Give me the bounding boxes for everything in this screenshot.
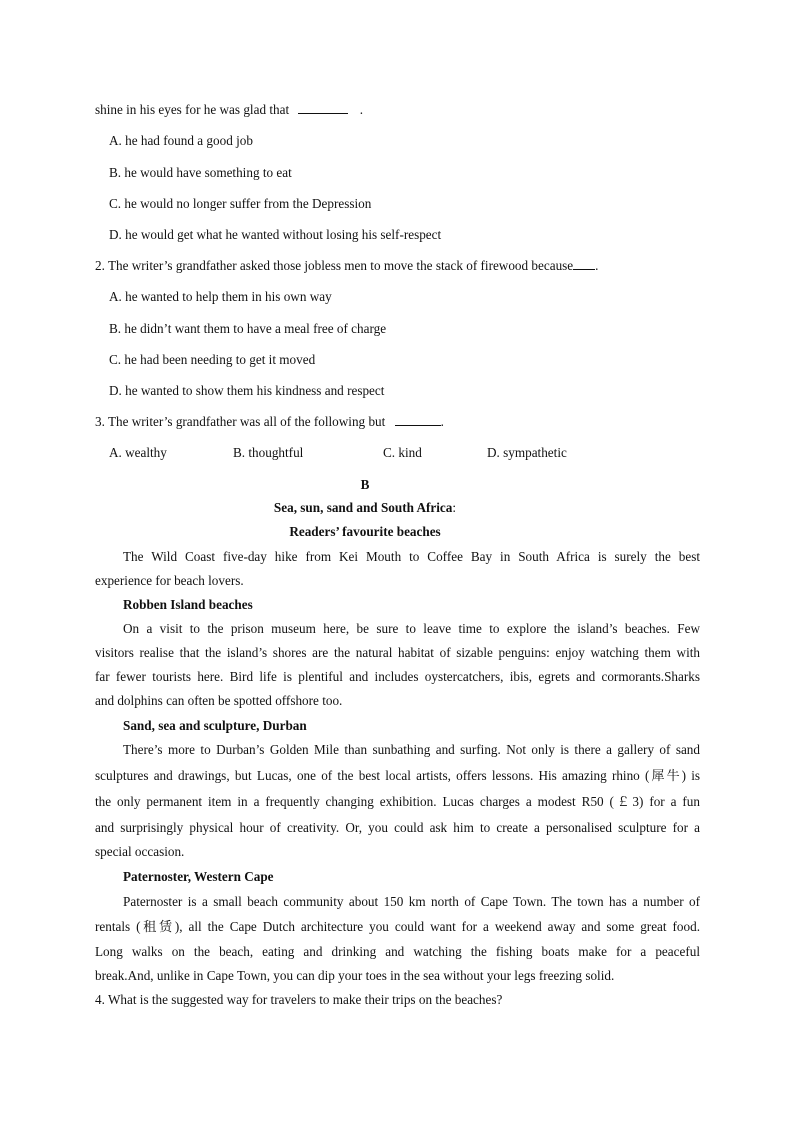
q3-option-a: A. wealthy: [109, 445, 167, 460]
q3-stem-text: 3. The writer’s grandfather was all of the following but: [95, 414, 386, 429]
q3-options: [109, 445, 714, 461]
q2-stem: [95, 258, 700, 274]
paragraph-line: and dolphins can often be spotted offshore too.: [95, 693, 343, 708]
paragraph-line: visitors realise that the island’s shores are the natural habitat of sizable penguins: enjoy watching them with: [95, 645, 700, 660]
section-letter: B: [360, 477, 370, 492]
q2-option-d: D. he wanted to show them his kindness and respect: [109, 383, 385, 398]
q2-stem-end: .: [595, 258, 599, 273]
paragraph-line: special occasion.: [95, 844, 185, 859]
q1-stem: [95, 102, 700, 118]
q1-option-b: B. he would have something to eat: [109, 165, 292, 180]
paragraph-line: sculptures and drawings, but Lucas, one of the best local artists, offers lessons. His amazing rhino (犀牛) is: [95, 768, 700, 783]
answer-blank: [298, 103, 348, 114]
q1-option-a: A. he had found a good job: [109, 133, 253, 148]
q1-stem-text: shine in his eyes for he was glad that: [95, 102, 290, 117]
section-title: Sea, sun, sand and South Africa: [273, 500, 453, 515]
paragraph-line: break.And, unlike in Cape Town, you can dip your toes in the sea without your legs freezing solid.: [95, 968, 615, 983]
paragraph-line: There’s more to Durban’s Golden Mile than sunbathing and surfing. Not only is there a gallery of sand: [123, 742, 700, 757]
paragraph-line: far fewer tourists here. Bird life is plentiful and includes oystercatchers, ibis, egrets and cormorants.Sharks: [95, 669, 700, 684]
paragraph-line: the only permanent item in a frequently changing exhibition. Lucas charges a modest R50 (￡3) for a fun: [95, 794, 700, 809]
section-heading-durban: Sand, sea and sculpture, Durban: [123, 718, 307, 733]
intro-line: experience for beach lovers.: [95, 573, 244, 588]
q2-option-a: A. he wanted to help them in his own way: [109, 289, 332, 304]
section-title-colon: :: [452, 500, 457, 515]
paragraph-line: rentals (租赁), all the Cape Dutch architecture you could want for a weekend away and some great food.: [95, 919, 700, 934]
q1-stem-end: .: [359, 102, 363, 117]
q3-stem-end: .: [440, 414, 444, 429]
paragraph-line: Long walks on the beach, eating and drinking and watching the fishing boats make for a peaceful: [95, 944, 700, 959]
answer-blank: [573, 259, 595, 270]
q4-stem: 4. What is the suggested way for travelers to make their trips on the beaches?: [95, 992, 503, 1007]
q2-stem-text: 2. The writer’s grandfather asked those jobless men to move the stack of firewood because: [95, 258, 574, 273]
section-heading-robben-island: Robben Island beaches: [123, 597, 253, 612]
answer-blank: [395, 415, 441, 426]
q2-option-b: B. he didn’t want them to have a meal free of charge: [109, 321, 387, 336]
paragraph-line: On a visit to the prison museum here, be sure to leave time to explore the island’s beaches. Few: [123, 621, 700, 636]
q1-option-c: C. he would no longer suffer from the Depression: [109, 196, 372, 211]
section-title-line1: [0, 500, 730, 516]
section-subtitle: Readers’ favourite beaches: [289, 524, 441, 539]
q3-option-c: C. kind: [383, 445, 422, 460]
paragraph-line: and surprisingly physical hour of creativity. Or, you could ask him to create a personalised sculpture for a: [95, 820, 700, 835]
q1-option-d: D. he would get what he wanted without losing his self-respect: [109, 227, 442, 242]
section-heading-paternoster: Paternoster, Western Cape: [123, 869, 274, 884]
q3-option-d: D. sympathetic: [487, 445, 567, 460]
q2-option-c: C. he had been needing to get it moved: [109, 352, 316, 367]
q3-option-b: B. thoughtful: [233, 445, 304, 460]
intro-line: The Wild Coast five-day hike from Kei Mouth to Coffee Bay in South Africa is surely the best: [123, 549, 700, 564]
paragraph-line: Paternoster is a small beach community about 150 km north of Cape Town. The town has a number of: [123, 894, 700, 909]
q3-stem: [95, 414, 700, 430]
